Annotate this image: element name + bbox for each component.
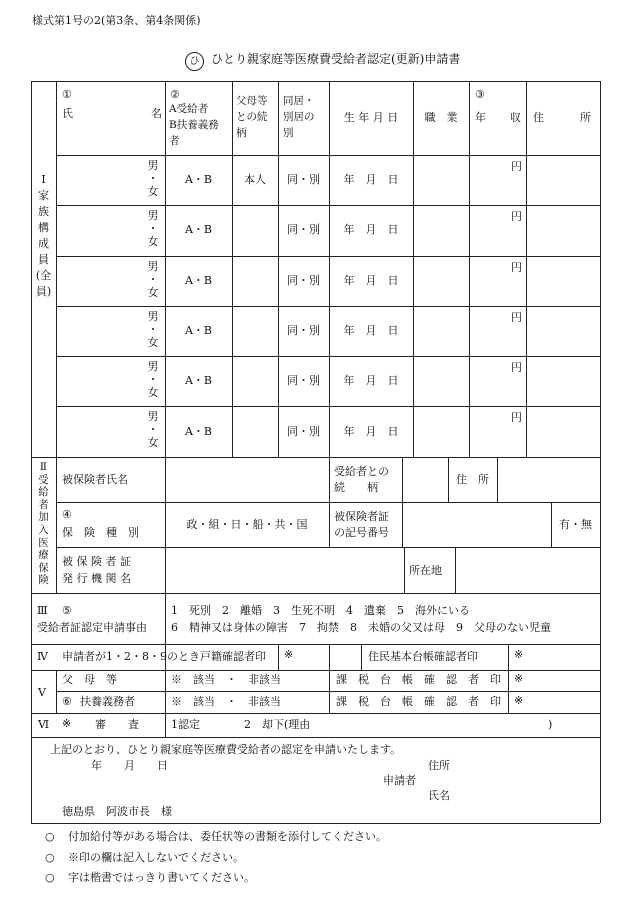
section4-label: Ⅳ — [37, 650, 48, 663]
family-register-label: 申請者が1・2・8・9のとき戸籍確認者印 — [62, 650, 266, 663]
income-header: 年 — [475, 111, 486, 124]
section6-label: Ⅵ — [38, 718, 50, 731]
cohabit-choice[interactable]: 同・別 — [287, 223, 320, 236]
income-field[interactable]: 円 — [511, 361, 522, 374]
sex-field[interactable]: 男 ・ 女 — [147, 410, 159, 450]
official-use-mark: ※ — [514, 648, 524, 661]
sex-field[interactable]: 男 ・ 女 — [147, 360, 159, 400]
review-label: 審 査 — [95, 718, 139, 731]
insurance-type-label: 保 険 種 別 — [62, 526, 139, 539]
relation-label-2: 続 柄 — [334, 481, 378, 494]
reason-label: 受給者証認定申請事由 — [37, 621, 147, 634]
cohabit-header-2: 別居の — [283, 111, 315, 123]
reason-number: ⑤ — [62, 604, 72, 617]
note-bullet: ○ — [45, 830, 55, 843]
cohabit-choice[interactable]: 同・別 — [287, 374, 320, 387]
address-header-2: 所 — [580, 111, 591, 124]
income-field[interactable]: 円 — [511, 311, 522, 324]
application-date-field[interactable]: 年 月 日 — [91, 759, 168, 772]
insured-name-label: 被保険者氏名 — [62, 473, 128, 486]
job-header: 職 業 — [424, 111, 458, 124]
income-header-number: ③ — [475, 88, 485, 101]
issuer-label-2: 発 行 機 関 名 — [62, 572, 131, 585]
recipient-header-2: B扶養義務 — [169, 119, 219, 131]
issuer-label: 被 保 険 者 証 — [62, 555, 131, 568]
name-header-2: 名 — [151, 107, 162, 120]
cohabit-choice[interactable]: 同・別 — [287, 274, 320, 287]
resident-register-label: 住民基本台帳確認者印 — [368, 650, 478, 663]
issuer-location-label: 所在地 — [409, 564, 442, 577]
supporter-applicable-choice[interactable]: ※ 該当 ・ 非該当 — [171, 695, 281, 708]
cohabit-choice[interactable]: 同・別 — [287, 173, 320, 186]
name-header-number: ① — [62, 88, 72, 101]
sex-field[interactable]: 男 ・ 女 — [147, 209, 159, 249]
note-bullet: ○ — [45, 871, 55, 884]
relation-label: 受給者との — [334, 465, 389, 478]
birth-date-field[interactable]: 年 月 日 — [343, 274, 399, 287]
cohabit-header: 同居・ — [283, 95, 315, 107]
relation-header-3: 柄 — [236, 127, 247, 139]
ab-choice[interactable]: A・B — [184, 425, 213, 438]
ab-choice[interactable]: A・B — [184, 223, 213, 236]
recipient-header-3: 者 — [169, 135, 180, 147]
tax-ledger-label: 課 税 台 帳 確 認 者 印 — [336, 673, 501, 686]
section2-label: Ⅱ 受 給 者 加 入 医 療 保 険 — [38, 461, 49, 587]
relation-header: 父母等 — [236, 95, 268, 107]
name-header: 氏 — [62, 107, 73, 120]
sex-field[interactable]: 男 ・ 女 — [147, 310, 159, 350]
ab-choice[interactable]: A・B — [184, 274, 213, 287]
sex-field[interactable]: 男 ・ 女 — [147, 260, 159, 300]
official-use-mark: ※ — [514, 694, 524, 707]
review-result-field[interactable]: 1認定 2 却下(理由 — [171, 718, 311, 731]
birth-date-field[interactable]: 年 月 日 — [343, 173, 399, 186]
parent-applicable-choice[interactable]: ※ 該当 ・ 非該当 — [171, 673, 281, 686]
applicant-address-label: 住所 — [428, 759, 450, 772]
insured-address-label: 住 所 — [456, 473, 489, 486]
birth-date-field[interactable]: 年 月 日 — [343, 223, 399, 236]
income-field[interactable]: 円 — [511, 261, 522, 274]
note-attachment: 付加給付等がある場合は、委任状等の書類を添付してください。 — [68, 830, 387, 843]
addressee: 徳島県 阿波市長 様 — [62, 805, 172, 818]
ab-choice[interactable]: A・B — [184, 324, 213, 337]
birth-date-field[interactable]: 年 月 日 — [343, 425, 399, 438]
relation-header-2: との続 — [236, 111, 268, 123]
sex-field[interactable]: 男 ・ 女 — [147, 159, 159, 199]
supporter-label: 扶養義務者 — [80, 695, 135, 708]
income-header-2: 収 — [510, 111, 521, 124]
review-close-paren: ) — [548, 718, 553, 731]
applicant-label: 申請者 — [383, 774, 416, 787]
form-number: 様式第1号の2(第3条、第4条関係) — [32, 14, 201, 27]
birth-date-field[interactable]: 年 月 日 — [343, 324, 399, 337]
birth-date-field[interactable]: 年 月 日 — [343, 374, 399, 387]
income-field[interactable]: 円 — [511, 411, 522, 424]
reason-options-2[interactable]: 6 精神又は身体の障害 7 拘禁 8 未婚の父又は母 9 父母のない児童 — [171, 621, 551, 634]
address-header: 住 — [533, 111, 544, 124]
income-field[interactable]: 円 — [511, 210, 522, 223]
note-handwriting: 字は楷書ではっきり書いてください。 — [68, 871, 255, 884]
insurance-card-number-label-2: の記号番号 — [334, 526, 389, 539]
tax-ledger-label: 課 税 台 帳 確 認 者 印 — [336, 695, 501, 708]
application-statement: 上記のとおり、ひとり親家庭等医療費受給者の認定を申請いたします。 — [50, 743, 402, 756]
note-bullet: ○ — [45, 851, 55, 864]
official-use-mark: ※ — [62, 717, 72, 730]
official-use-mark: ※ — [284, 648, 294, 661]
title-circle-mark: ひ — [185, 52, 204, 71]
insurance-type-number: ④ — [62, 508, 72, 521]
supporter-number: ⑥ — [62, 695, 72, 708]
form-title: ひとり親家庭等医療費受給者認定(更新)申請書 — [211, 52, 461, 66]
section5-label: Ⅴ — [38, 686, 46, 699]
cohabit-header-3: 別 — [283, 127, 294, 139]
cohabit-choice[interactable]: 同・別 — [287, 324, 320, 337]
parent-label: 父 母 等 — [62, 673, 117, 686]
section1-label: Ⅰ 家 族 構 成 員 (全 員) — [35, 173, 52, 298]
insurance-type-options[interactable]: 政・組・日・船・共・国 — [186, 518, 308, 531]
ab-choice[interactable]: A・B — [184, 173, 213, 186]
recipient-header-number: ② — [170, 88, 180, 101]
cohabit-choice[interactable]: 同・別 — [287, 425, 320, 438]
official-use-mark: ※ — [514, 672, 524, 685]
yes-no-choice[interactable]: 有・無 — [559, 518, 592, 531]
relation-value[interactable]: 本人 — [244, 173, 266, 186]
reason-options-1[interactable]: 1 死別 2 離婚 3 生死不明 4 遺棄 5 海外にいる — [171, 604, 470, 617]
section3-label: Ⅲ — [37, 604, 48, 617]
insurance-card-number-label: 被保険者証 — [334, 510, 389, 523]
ab-choice[interactable]: A・B — [184, 374, 213, 387]
recipient-header: A受給者 — [169, 103, 209, 115]
note-official-use: ※印の欄は記入しないでください。 — [68, 851, 244, 864]
birth-header: 生 年 月 日 — [343, 111, 399, 124]
applicant-name-label: 氏名 — [428, 789, 450, 802]
income-field[interactable]: 円 — [511, 160, 522, 173]
